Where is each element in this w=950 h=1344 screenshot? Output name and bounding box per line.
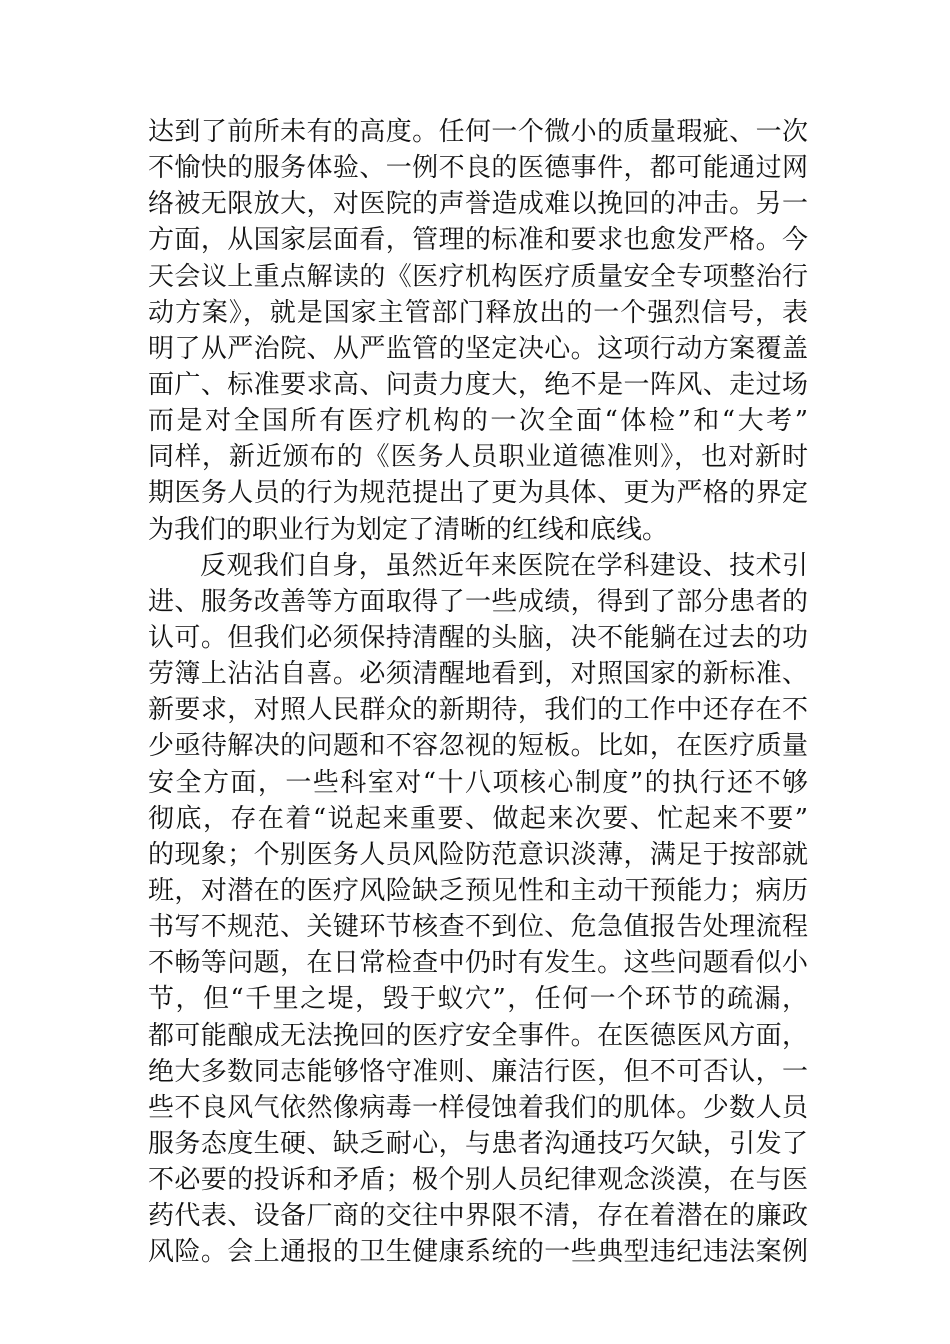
body-text [148, 114, 808, 1271]
text-line: 面广、标准要求高、问责力度大，绝不是一阵风、走过场 [148, 369, 808, 400]
text-line: 明了从严治院、从严监管的坚定决心。这项行动方案覆盖 [148, 333, 808, 364]
text-line: 少亟待解决的问题和不容忽视的短板。比如，在医疗质量 [148, 731, 808, 762]
text-line: 服务态度生硬、缺乏耐心，与患者沟通技巧欠缺，引发了 [148, 1128, 808, 1159]
text-line: 的现象；个别医务人员风险防范意识淡薄，满足于按部就 [148, 839, 808, 870]
text-line: 班，对潜在的医疗风险缺乏预见性和主动干预能力；病历 [148, 875, 808, 906]
text-line: 络被无限放大，对医院的声誉造成难以挽回的冲击。另一 [148, 189, 808, 220]
text-line: 反观我们自身，虽然近年来医院在学科建设、技术引 [200, 550, 808, 581]
paragraph-2 [148, 548, 808, 1271]
text-line: 风险。会上通报的卫生健康系统的一些典型违纪违法案例 [148, 1237, 808, 1268]
text-line: 方面，从国家层面看，管理的标准和要求也愈发严格。今 [148, 225, 808, 256]
text-line: 不必要的投诉和矛盾；极个别人员纪律观念淡漠，在与医 [148, 1165, 808, 1196]
text-line: 些不良风气依然像病毒一样侵蚀着我们的肌体。少数人员 [148, 1092, 808, 1123]
text-line: 彻底，存在着“说起来重要、做起来次要、忙起来不要” [148, 803, 808, 834]
text-line: 新要求，对照人民群众的新期待，我们的工作中还存在不 [148, 695, 808, 726]
text-line: 动方案》，就是国家主管部门释放出的一个强烈信号，表 [148, 297, 808, 328]
text-line: 安全方面，一些科室对“十八项核心制度”的执行还不够 [148, 767, 808, 798]
text-line: 为我们的职业行为划定了清晰的红线和底线。 [148, 514, 669, 545]
paragraph-1 [148, 114, 808, 548]
text-line: 进、服务改善等方面取得了一些成绩，得到了部分患者的 [148, 586, 808, 617]
text-line: 药代表、设备厂商的交往中界限不清，存在着潜在的廉政 [148, 1201, 808, 1232]
text-line: 都可能酿成无法挽回的医疗安全事件。在医德医风方面， [148, 1020, 808, 1051]
text-line: 达到了前所未有的高度。任何一个微小的质量瑕疵、一次 [148, 117, 808, 147]
text-line: 认可。但我们必须保持清醒的头脑，决不能躺在过去的功 [148, 622, 808, 653]
text-line: 同样，新近颁布的《医务人员职业道德准则》，也对新时 [148, 442, 808, 473]
text-line: 劳簿上沾沾自喜。必须清醒地看到，对照国家的新标准、 [148, 659, 808, 690]
text-line: 节，但“千里之堤，毁于蚁穴”，任何一个环节的疏漏， [148, 984, 808, 1015]
text-line: 天会议上重点解读的《医疗机构医疗质量安全专项整治行 [148, 261, 808, 292]
text-line: 而是对全国所有医疗机构的一次全面“体检”和“大考” [148, 406, 808, 437]
text-line: 不畅等问题，在日常检查中仍时有发生。这些问题看似小 [148, 948, 808, 979]
text-line: 书写不规范、关键环节核查不到位、危急值报告处理流程 [148, 912, 808, 943]
text-line: 不愉快的服务体验、一例不良的医德事件，都可能通过网 [148, 153, 808, 184]
text-line: 期医务人员的行为规范提出了更为具体、更为严格的界定 [148, 478, 808, 509]
text-line: 绝大多数同志能够恪守准则、廉洁行医，但不可否认，一 [148, 1056, 808, 1087]
